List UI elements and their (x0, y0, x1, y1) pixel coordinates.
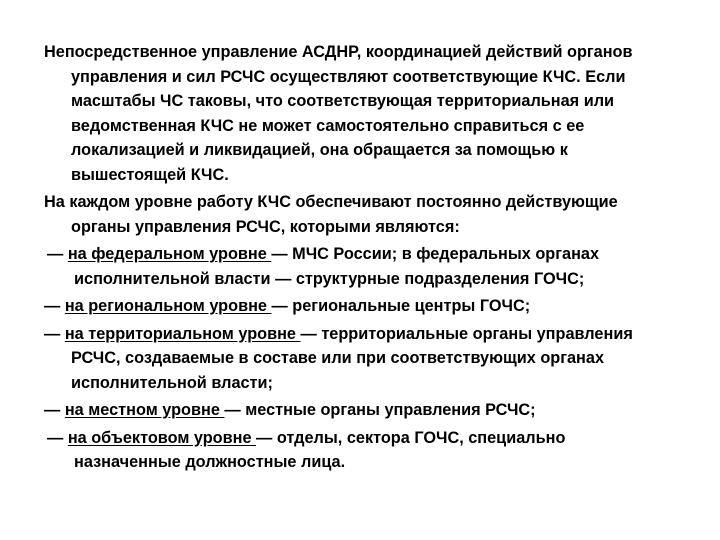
list-item-object (44, 426, 676, 475)
level-label-local: на местном уровне (64, 401, 225, 419)
dash: — (47, 428, 64, 447)
level-description-object: — отделы, сектора ГОЧС, специально назначенные должностные лица. (74, 428, 566, 471)
level-label-regional: на региональном уровне (64, 297, 272, 315)
dash: — (47, 245, 64, 263)
level-description-local: — местные органы управления РСЧС; (224, 401, 536, 419)
paragraph-permanent-bodies: На каждом уровне работу КЧС обеспечивают постоянно действующие органы управления РСЧС, которыми являются: (44, 193, 618, 236)
dash: — (44, 297, 61, 315)
list-item-local (44, 398, 676, 423)
level-description-federal: — МЧС России; в федеральных органах исполнительной власти — структурные подразделения ГОЧС; (74, 245, 600, 288)
level-label-federal: на федеральном уровне (67, 245, 272, 263)
list-item-federal (44, 242, 676, 291)
level-description-territorial: — территориальные органы управления РСЧС, создаваемые в составе или при соответствующих органах исполнительной власти; (71, 324, 633, 392)
dash: — (44, 401, 61, 419)
list-item-territorial (44, 322, 676, 396)
level-label-territorial: на территориальном уровне (64, 324, 301, 343)
level-label-object: на объектовом уровне (67, 428, 257, 447)
level-description-regional: — региональные центры ГОЧС; (271, 297, 531, 315)
dash: — (44, 324, 61, 343)
list-item-regional (44, 294, 676, 319)
paragraph-kchs-management: Непосредственное управление АСДНР, координацией действий органов управления и сил РСЧС осуществляют соответствующие КЧС. Если масштабы ЧС таковы, что соответствующая территориальная или ведомственная КЧС не может самостоятельно справиться с ее локализацией и ликвидацией, она обращается за помощью к вышестоящей КЧС. (44, 43, 633, 184)
